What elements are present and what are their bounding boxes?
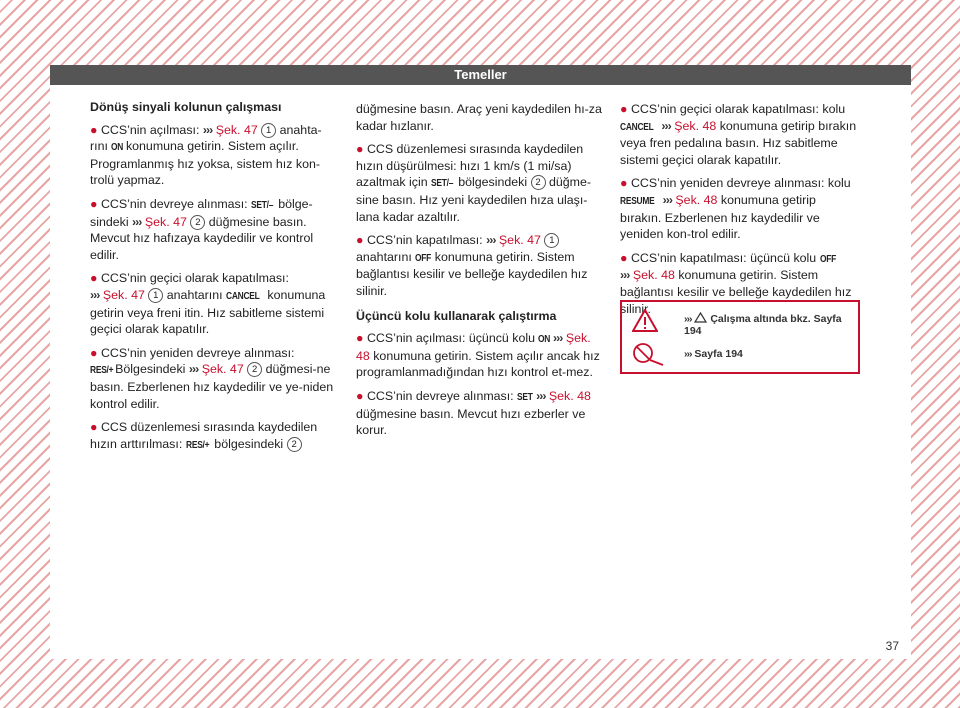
column-1	[90, 99, 338, 460]
manual-page	[50, 65, 911, 659]
arrow-icon: ›››	[553, 331, 563, 346]
key-label: CANCEL	[620, 120, 654, 133]
paragraph: ● CCS’nin geçici olarak kapatılması: ››› Şek. 47 1 anahtarını CANCEL konumuna getirin veya freni itin. Hız sabitleme sistemi geçici olarak kapatılır.	[90, 271, 326, 337]
arrow-icon: ›››	[661, 118, 671, 133]
figure-link[interactable]: Şek. 48	[548, 388, 591, 403]
arrow-icon: ›››	[90, 287, 100, 302]
arrow-icon: ›››	[536, 388, 546, 403]
page-header: Temeller	[50, 65, 911, 85]
bullet-icon: ●	[356, 142, 364, 157]
key-label: OFF	[415, 251, 432, 264]
bullet-icon: ●	[356, 233, 364, 248]
figure-link[interactable]: Şek. 48	[632, 268, 675, 283]
bullet-icon: ●	[620, 176, 628, 191]
callout-number: 1	[544, 233, 559, 248]
section-heading: Dönüş sinyali kolunun çalışması	[90, 100, 282, 114]
warning-row-1	[684, 312, 858, 337]
bullet-icon: ●	[90, 196, 98, 211]
arrow-icon: ›››	[620, 268, 630, 283]
key-label: SET	[517, 390, 533, 403]
bullet-icon: ●	[90, 420, 98, 435]
no-tool-icon	[630, 340, 666, 366]
callout-number: 2	[190, 215, 205, 230]
column-2	[356, 101, 602, 446]
figure-link[interactable]: Şek. 47	[144, 214, 187, 229]
warning-reference-link[interactable]: Çalışma altında bkz. Sayfa 194	[684, 313, 842, 337]
arrow-icon: ›››	[684, 313, 692, 325]
bullet-icon: ●	[90, 271, 98, 286]
arrow-icon: ›››	[486, 233, 496, 248]
page-reference-link[interactable]: Sayfa 194	[694, 348, 743, 360]
arrow-icon: ›››	[132, 214, 142, 229]
paragraph: ● CCS düzenlemesi sırasında kaydedilen hızın düşürülmesi: hızı 1 km/s (1 mi/sa) azaltmak için SET/– bölgesindeki 2 düğme-sine basın. Hız yeni kaydedilen hıza ulaşı-lana kadar azaltılır.	[356, 142, 591, 224]
figure-link[interactable]: Şek. 47	[215, 122, 258, 137]
key-label: RES/+	[185, 438, 210, 451]
figure-link[interactable]: Şek. 47	[498, 233, 541, 248]
arrow-icon: ›››	[662, 192, 672, 207]
paragraph: ● CCS düzenlemesi sırasında kaydedilen hızın arttırılması: RES/+ bölgesindeki 2	[90, 419, 338, 453]
callout-number: 1	[261, 123, 276, 138]
warning-triangle-icon	[632, 309, 658, 332]
arrow-icon: ›››	[188, 362, 199, 377]
key-label: SET/–	[431, 177, 454, 190]
figure-link[interactable]: Şek. 48	[356, 331, 591, 363]
figure-link[interactable]: Şek. 47	[201, 362, 244, 377]
bullet-icon: ●	[90, 122, 98, 137]
paragraph: düğmesine basın. Araç yeni kaydedilen hı-za kadar hızlanır.	[356, 102, 602, 133]
warning-box	[620, 300, 860, 374]
page-number: 37	[885, 639, 899, 653]
key-label: ON	[538, 333, 551, 346]
figure-link[interactable]: Şek. 47	[102, 287, 145, 302]
paragraph: ● CCS’nin kapatılması: üçüncü kolu OFF ››› Şek. 48 konumuna getirin. Sistem bağlantısı kesilir ve belleğe kaydedilen hız silinir.	[620, 250, 852, 316]
section-heading: Üçüncü kolu kullanarak çalıştırma	[356, 308, 557, 323]
paragraph: ● CCS’nin devreye alınması: SET ››› Şek. 48 düğmesine basın. Mevcut hızı ezberler ve korur.	[356, 388, 591, 438]
bullet-icon: ●	[90, 345, 98, 360]
paragraph: ● CCS’nin açılması: üçüncü kolu ON ››› Şek. 48 konumuna getirin. Sistem açılır ancak hız programlanmadığından hızı kontrol et-mez.	[356, 331, 600, 380]
paragraph: ● CCS’nin geçici olarak kapatılması: kolu CANCEL ››› Şek. 48 konumuna getirip bırakın veya fren pedalına basın. Hız sabitleme sistemi geçici olarak kapatılır.	[620, 102, 857, 167]
arrow-icon: ›››	[202, 122, 213, 137]
figure-link[interactable]: Şek. 48	[674, 118, 717, 133]
callout-number: 2	[247, 362, 262, 377]
key-label: CANCEL	[226, 289, 260, 302]
key-label: SET/–	[251, 198, 274, 211]
bullet-icon: ●	[356, 388, 364, 403]
bullet-icon: ●	[356, 331, 364, 346]
callout-number: 2	[531, 175, 546, 190]
paragraph: ● CCS’nin kapatılması: ››› Şek. 47 1 anahtarını OFF konumuna getirin. Sistem bağlantısı kesilir ve belleğe kaydedilen hız silinir.	[356, 233, 588, 298]
arrow-icon: ›››	[684, 348, 692, 360]
small-warning-icon	[694, 312, 707, 323]
column-3	[620, 101, 860, 324]
bullet-icon: ●	[620, 250, 628, 265]
bullet-icon: ●	[620, 102, 628, 116]
paragraph: ● CCS’nin devreye alınması: SET/– bölge-sindeki ››› Şek. 47 2 düğmesine basın. Mevcut hız hafızaya kaydedilir ve kontrol edilir.	[90, 196, 314, 262]
figure-link[interactable]: Şek. 48	[675, 192, 718, 207]
warning-row-2	[684, 348, 743, 360]
paragraph: ● CCS’nin yeniden devreye alınması: RES/+ Bölgesindeki ››› Şek. 47 2 düğmesi-ne basın. Ezberlenen hız kaydedilir ve ye-niden kontrol edilir.	[90, 345, 334, 411]
key-label: ON	[111, 141, 124, 154]
paragraph: ● CCS’nin açılması: ››› Şek. 47 1 anahta-rını ON konumuna getirin. Sistem açılır. Programlanmış hız yoksa, sistem hız kon-trolü yapmaz.	[90, 122, 322, 188]
callout-number: 2	[287, 437, 302, 452]
paragraph: ● CCS’nin yeniden devreye alınması: kolu RESUME ››› Şek. 48 konumuna getirip bırakın. Ezberlenen hız kaydedilir ve yeniden kon-trol edilir.	[620, 176, 851, 242]
key-label: RESUME	[620, 194, 655, 207]
key-label: OFF	[819, 252, 836, 265]
key-label: RES/+	[90, 364, 114, 377]
callout-number: 1	[148, 288, 163, 303]
